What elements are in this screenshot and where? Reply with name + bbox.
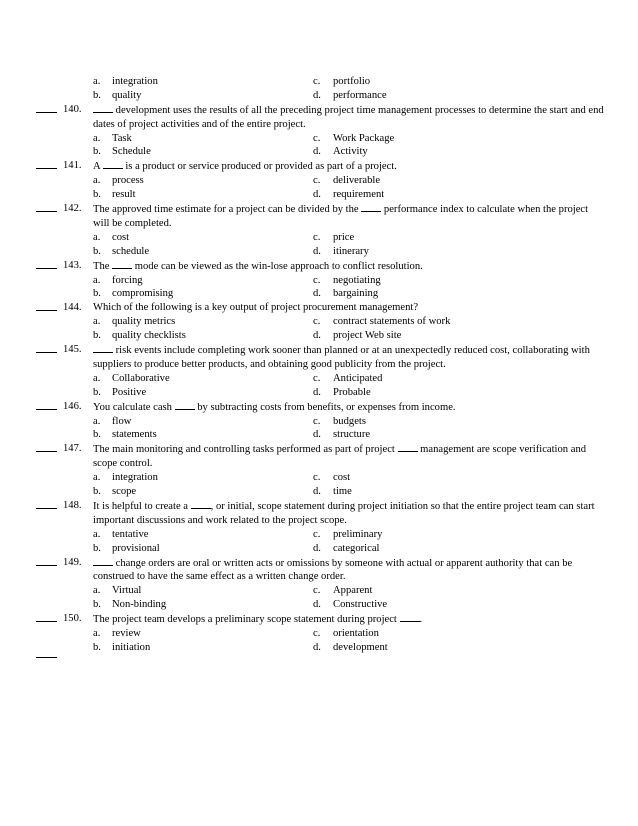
option-text: quality metrics [112, 316, 176, 328]
question-stem [93, 400, 606, 415]
stem-text: Which of the following is a key output of project procurement management? [93, 302, 419, 314]
option-letter: c. [313, 585, 321, 597]
option-letter: c. [313, 628, 321, 639]
question-stem [93, 103, 606, 132]
option-letter: d. [313, 486, 321, 498]
option-letter: d. [313, 386, 321, 398]
answer-blank[interactable] [36, 352, 57, 353]
option-text: Schedule [112, 146, 151, 158]
option-row [36, 386, 606, 400]
question-item [36, 259, 606, 302]
stem-text: change orders are oral or written acts or omissions by someone with actual or apparent authority that can be construed to have the same effect as a written change order. [93, 557, 573, 583]
fill-in-blank [93, 343, 113, 353]
option-letter: b. [93, 386, 101, 398]
option-row [36, 542, 606, 556]
option-text: integration [112, 472, 158, 484]
option-text: result [112, 189, 136, 201]
option-letter: c. [313, 132, 321, 144]
option-text: Apparent [333, 585, 373, 597]
fill-in-blank [361, 202, 381, 212]
option-text: time [333, 486, 352, 498]
question-list [36, 75, 606, 655]
option-row [36, 174, 606, 188]
option-letter: c. [313, 415, 321, 427]
question-number: 145. [63, 344, 82, 356]
question-number: 149. [63, 556, 82, 568]
answer-blank[interactable] [36, 268, 57, 269]
option-row [36, 245, 606, 259]
option-text: forcing [112, 274, 143, 286]
stem-text: It is helpful to create a [93, 500, 191, 512]
question-stem [93, 612, 606, 627]
option-text: flow [112, 415, 132, 427]
option-letter: b. [93, 330, 101, 342]
question-item [36, 343, 606, 400]
fill-in-blank [112, 259, 132, 269]
option-text: integration [112, 76, 158, 87]
option-text: process [112, 175, 144, 187]
question-stem [93, 259, 606, 274]
option-row [36, 528, 606, 542]
option-text: schedule [112, 245, 150, 257]
answer-blank[interactable] [36, 112, 57, 113]
stem-text: The main monitoring and controlling tasks performed as part of project [93, 444, 398, 456]
option-text: scope [112, 486, 137, 498]
option-text: price [333, 231, 355, 243]
option-text: Constructive [333, 599, 388, 611]
option-letter: d. [313, 245, 321, 257]
option-text: Task [112, 132, 132, 144]
stem-text: is a product or service produced or provided as part of a project. [122, 161, 397, 173]
option-text: itinerary [333, 245, 369, 257]
question-item [36, 612, 606, 655]
option-letter: a. [93, 274, 101, 286]
option-text: categorical [333, 542, 380, 554]
option-row [36, 415, 606, 429]
option-text: performance [333, 89, 387, 101]
question-item [36, 556, 606, 613]
option-row [36, 315, 606, 329]
option-letter: b. [93, 641, 101, 653]
option-text: budgets [333, 415, 366, 427]
option-text: Non-binding [112, 599, 167, 611]
fill-in-blank [103, 159, 123, 169]
option-letter: d. [313, 288, 321, 300]
stem-text: A [93, 161, 103, 173]
option-row [36, 329, 606, 343]
option-text: provisional [112, 542, 160, 554]
option-text: review [112, 628, 141, 639]
stem-text: . [419, 614, 423, 626]
option-letter: d. [313, 429, 321, 441]
option-text: orientation [333, 628, 379, 639]
option-letter: a. [93, 528, 101, 540]
option-letter: b. [93, 189, 101, 201]
option-letter: c. [313, 472, 321, 484]
option-letter: a. [93, 415, 101, 427]
option-row [36, 287, 606, 301]
question-item [36, 202, 606, 259]
option-letter: a. [93, 628, 101, 639]
question-number: 148. [63, 499, 82, 511]
option-text: Positive [112, 386, 147, 398]
question-number: 141. [63, 160, 82, 172]
option-row [36, 627, 606, 641]
option-letter: c. [313, 528, 321, 540]
answer-blank[interactable] [36, 508, 57, 509]
question-item [36, 400, 606, 443]
option-text: bargaining [333, 288, 379, 300]
option-text: negotiating [333, 274, 381, 286]
fill-in-blank [398, 442, 418, 452]
option-text: Anticipated [333, 372, 383, 384]
option-letter: c. [313, 274, 321, 286]
option-text: cost [333, 472, 351, 484]
fill-in-blank [175, 400, 195, 410]
option-letter: b. [93, 486, 101, 498]
option-row [36, 428, 606, 442]
stem-text: , or initial, scope statement during project initiation so that the entire project team can start important discussions and work related to the project scope. [93, 500, 595, 526]
answer-blank[interactable] [36, 310, 57, 311]
option-letter: d. [313, 89, 321, 101]
answer-blank[interactable] [36, 211, 57, 212]
option-letter: d. [313, 641, 321, 653]
option-letter: b. [93, 542, 101, 554]
option-text: compromising [112, 288, 174, 300]
option-row [36, 75, 606, 89]
option-row [36, 372, 606, 386]
answer-blank[interactable] [36, 409, 57, 410]
question-item [36, 442, 606, 499]
option-text: Activity [333, 146, 368, 158]
question-stem [93, 499, 606, 528]
answer-blank[interactable] [36, 657, 57, 658]
option-letter: d. [313, 542, 321, 554]
option-text: initiation [112, 641, 151, 653]
option-text: preliminary [333, 528, 383, 540]
stem-text: management are scope verification and scope control. [93, 444, 587, 470]
option-row [36, 231, 606, 245]
stem-text: The approved time estimate for a project can be divided by the [93, 204, 362, 216]
option-letter: d. [313, 146, 321, 158]
option-letter: b. [93, 245, 101, 257]
option-text: quality checklists [112, 330, 186, 342]
option-text: Probable [333, 386, 371, 398]
option-letter: c. [313, 175, 321, 187]
option-letter: a. [93, 132, 101, 144]
question-stem [93, 301, 606, 315]
stem-text: development uses the results of all the preceding project time management processes to determine the start and end dates of project activities and of the entire project. [93, 104, 604, 130]
fill-in-blank [400, 612, 420, 622]
option-letter: d. [313, 330, 321, 342]
fill-in-blank [93, 556, 113, 566]
stem-text: The project team develops a preliminary scope statement during project [93, 614, 400, 626]
option-letter: d. [313, 189, 321, 201]
fill-in-blank [191, 499, 211, 509]
option-row [36, 598, 606, 612]
option-text: quality [112, 89, 142, 101]
answer-blank[interactable] [36, 451, 57, 452]
option-text: Virtual [112, 585, 142, 597]
question-stem [93, 159, 606, 174]
option-letter: c. [313, 372, 321, 384]
question-number: 147. [63, 443, 82, 455]
answer-blank[interactable] [36, 565, 57, 566]
option-letter: b. [93, 146, 101, 158]
option-row [36, 188, 606, 202]
question-item [36, 159, 606, 202]
option-letter: a. [93, 585, 101, 597]
stem-text: by subtracting costs from benefits, or expenses from income. [194, 401, 456, 413]
option-row [36, 471, 606, 485]
option-text: Work Package [333, 132, 395, 144]
question-stem [93, 202, 606, 231]
option-letter: b. [93, 429, 101, 441]
option-letter: a. [93, 372, 101, 384]
question-number: 143. [63, 259, 82, 271]
stem-text: performance index to calculate when the project will be completed. [93, 204, 589, 229]
option-row [36, 485, 606, 499]
answer-blank[interactable] [36, 621, 57, 622]
option-row [36, 145, 606, 159]
question-stem [93, 343, 606, 372]
fill-in-blank [93, 103, 113, 113]
question-number: 140. [63, 103, 82, 115]
option-row [36, 132, 606, 146]
option-row [36, 584, 606, 598]
option-letter: b. [93, 89, 101, 101]
option-text: cost [112, 231, 130, 243]
option-text: portfolio [333, 76, 371, 87]
question-number: 144. [63, 302, 82, 314]
option-letter: a. [93, 316, 101, 328]
question-number: 146. [63, 400, 82, 412]
option-row [36, 89, 606, 103]
answer-blank[interactable] [36, 168, 57, 169]
option-text: development [333, 641, 388, 653]
option-letter: c. [313, 316, 321, 328]
option-letter: d. [313, 599, 321, 611]
option-text: statements [112, 429, 157, 441]
option-letter: c. [313, 231, 321, 243]
option-text: project Web site [333, 330, 402, 342]
question-item [36, 103, 606, 160]
option-row [36, 274, 606, 288]
stem-text: The [93, 260, 113, 272]
stem-text: You calculate cash [93, 401, 175, 413]
question-stem [93, 556, 606, 585]
stem-text: risk events include completing work sooner than planned or at an unexpectedly reduced cost, collaborating with suppliers to produce better products, and obtaining good publicity from the project. [93, 345, 590, 370]
question-number: 150. [63, 613, 82, 625]
option-text: contract statements of work [333, 316, 451, 328]
question-item [36, 499, 606, 556]
option-letter: a. [93, 472, 101, 484]
option-text: requirement [333, 189, 385, 201]
option-text: Collaborative [112, 372, 170, 384]
option-letter: a. [93, 76, 101, 87]
question-item [36, 301, 606, 343]
option-letter: a. [93, 231, 101, 243]
option-letter: a. [93, 175, 101, 187]
option-letter: c. [313, 76, 321, 87]
question-number: 142. [63, 203, 82, 215]
option-text: deliverable [333, 175, 381, 187]
option-text: structure [333, 429, 371, 441]
option-letter: b. [93, 599, 101, 611]
option-row [36, 641, 606, 655]
stem-text: mode can be viewed as the win-lose approach to conflict resolution. [132, 260, 423, 272]
option-text: tentative [112, 528, 149, 540]
question-stem [93, 442, 606, 471]
option-letter: b. [93, 288, 101, 300]
